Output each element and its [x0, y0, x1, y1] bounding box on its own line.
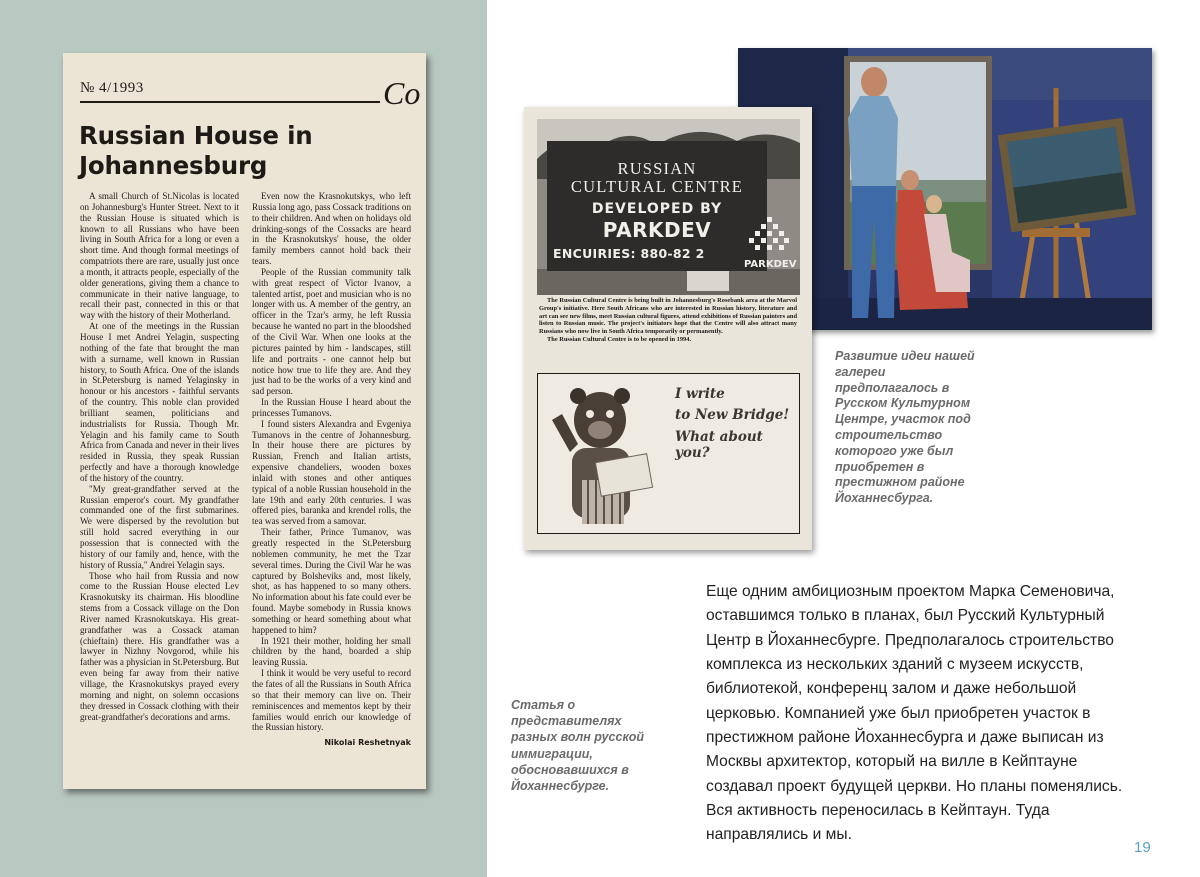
cultural-centre-clipping [524, 107, 812, 550]
header-rule [80, 101, 380, 103]
ad-line-3: What about you? [675, 429, 763, 461]
bear-mascot-icon [542, 380, 662, 530]
article-paragraph: In the Russian House I heard about the princesses Tumanovs. [252, 397, 411, 418]
article-paragraph: Even now the Krasnokutskys, who left Russia long ago, pass Cossack traditions on to their children. And when on holidays old drinking-songs of the Cossacks are heard in the Krasnokutskys' house, the older family members cannot hold back their tears. [252, 191, 411, 267]
article-author: Nikolai Reshetnyak [324, 738, 411, 748]
sign-photo [537, 119, 800, 295]
article-paragraph: People of the Russian community talk with great respect of Victor Ivanov, a talented artist, poet and musician who is no longer with us. A member of the gentry, an officer in the Tzar's army, he left Russia because he wanted no part in the bloodshed of the Civil War. When one looks at the pictures painted by him - landscapes, still life and portraits - one cannot help but notice how true to life they are. And they just had to be the works of a very kind and sad person. [252, 266, 411, 397]
article-column-1 [80, 191, 239, 722]
caption-paragraph: The Russian Cultural Centre is being built in Johannesburg's Rosebank area at the Marvol Group's initiative. Here South Africans who are interested in Russian history, literature and art can see new films, meet Russian cultural figures, attend exhibitions of Russian painters and listen to Russian music. The project's initiators hope that the Centre will also attract many Russians who now live in South Africa temporarily or permanently. [539, 297, 797, 336]
sign-line-5: ENCUIRIES: 880-82 2 [553, 246, 705, 261]
sign-board [547, 141, 767, 271]
article-paragraph: At one of the meetings in the Russian House I met Andrei Yelagin, suspecting nothing of the fate that brought the man with a surname, well known in Russian history, to South Africa. One of the islands in St.Petersburg is named Yelaginsky in honour or his ancestors - faithful servants of the country. This noble clan provided brilliant seamen, politicians and industrialists for Russia. Though Mr. Yelagin and his family came to South Africa from Canada and never in their lives resided in Russia, they speak Russian perfectly and have a thorough knowledge of the history of the country. [80, 321, 239, 483]
parkdev-logo-icon [749, 215, 789, 255]
main-body-text: Еще одним амбициозным проектом Марка Семеновича, оставшимся только в планах, был Русский Культурный Центр в Йоханнесбурге. Предполагалось строительство комплекса из нескольких зданий с музеем искусств, библиотекой, конференц залом и даже небольшой церковью. Компанией уже был приобретен участок в престижном районе Йоханнесбурга и даже выписан из Москвы архитектор, который на вилле в Кейптауне создавал проект будущей церкви. Но планы поменялись. Вся активность переносилась в Кейптаун. Туда направлялись и мы. [706, 583, 1123, 844]
sign-line-1: RUSSIAN [617, 159, 697, 178]
ad-line-2: to New Bridge! [675, 407, 790, 423]
article-column-2 [252, 191, 411, 749]
article-paragraph: Those who hail from Russia and now come to the Russian House elected Lev Krasnokutsky its chairman. His bloodline stems from a Cossack village on the Don River named Krasnokutskaya. His great-grandfather was a Cossack ataman (chieftain) there. His grandfather was a lawyer in Nizhny Novgorod, while his father was a physician in St.Petersburg. But even being far away from their native village, the Krasnokutskys prayed every morning and night, on solemn occasions they dressed in Cossack clothing with their great-grandfather's decorations and arms. [80, 570, 239, 722]
sign-line-2: CULTURAL CENTRE [570, 177, 744, 196]
page-number: 19 [1134, 839, 1151, 856]
cultural-centre-caption [539, 297, 797, 344]
article-paragraph: I found sisters Alexandra and Evgeniya Tumanovs in the centre of Johannesburg. In their house there are pictures by Russian, French and Italian artists, expensive chandeliers, wooden boxes inlaid with stones and other antiques typical of a noble Russian household in the late 19th and early 20th centuries. I was offered pies, baranka and krendel rolls, the tea was served from a samovar. [252, 418, 411, 527]
caption-gallery: Развитие идеи нашей галереи предполагалось в Русском Культурном Центре, участок под строительство которого уже был приобретен в престижном районе Йоханнесбурга. [835, 349, 975, 506]
sign-line-4: PARKDEV [602, 218, 712, 242]
sign-logo-text: PARKDEV [744, 259, 797, 270]
article-paragraph: "My great-grandfather served at the Russian emperor's court. My grandfather commanded one of the first submarines. We were dispersed by the revolution but still hold sacred everything in our possession that is connected with the history of our family and, hence, with the history of Russia," Andrei Yelagin says. [80, 483, 239, 570]
article-paragraph: Their father, Prince Tumanov, was greatly respected in the St.Petersburg noblemen community, he met the Tzar several times. During the Civil War he was captured by Bolsheviks and, most likely, shot, as has happened to so many others. No information about his fate could ever be found. Maybe somebody in Russia knows something or heard something about what happened to him? [252, 527, 411, 635]
article-paragraph: In 1921 their mother, holding her small children by the hand, boarded a ship leaving Russia. [252, 635, 411, 668]
masthead-fragment: Co [383, 75, 421, 111]
caption-paragraph: The Russian Cultural Centre is to be opened in 1994. [547, 335, 692, 343]
sign-line-3: DEVELOPED BY [591, 201, 723, 217]
article-title: Russian House in Johannesburg [79, 121, 313, 180]
issue-number: № 4/1993 [80, 80, 144, 96]
new-bridge-ad [537, 373, 800, 534]
article-paragraph: A small Church of St.Nicolas is located on Johannesburg's Hunter Street. Next to it the Russian House is situated which is known to all Russians who have been living in South Africa for a long or even a short time. And though formal meetings of compatriots there are rare, usually just once a month, it attracts people, especially of the older generations, giving them a chance to communicate in their native language, to recall their past, connected in this or that way with the history of their Motherland. [80, 191, 239, 321]
article-paragraph: I think it would be very useful to record the fates of all the Russians in South Africa so that their memory can live on. Their reminiscences and mementos kept by their families would enrich our knowledge of the Russian history. [252, 668, 411, 733]
caption-article: Статья о представителях разных волн русской иммиграции, обосновавшихся в Йоханнесбурге. [511, 698, 645, 794]
ad-line-1: I write [675, 386, 725, 402]
newspaper-clipping [63, 53, 426, 789]
